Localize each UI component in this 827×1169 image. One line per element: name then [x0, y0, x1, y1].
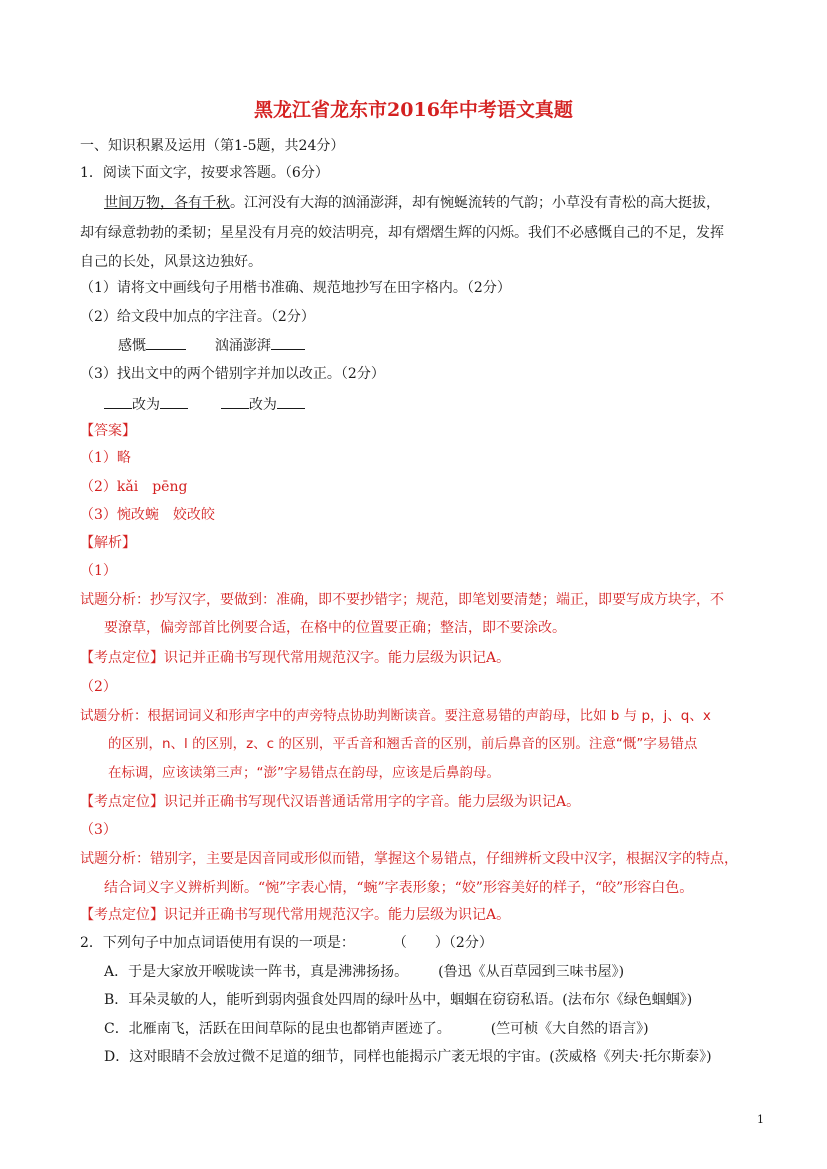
passage-line-2: 却有绿意勃勃的柔韧；星星没有月亮的姣洁明亮，却有熠熠生辉的闪烁。我们不必感慨自己的不足，发挥 [80, 225, 724, 241]
option-c [104, 1019, 649, 1039]
analysis-2-line-2: 的区别，n、l 的区别，z、c 的区别，平舌音和翘舌音的区别，前后鼻音的区别。注意“慨”字易错点 [108, 736, 698, 752]
right-char-blank-1[interactable] [160, 394, 188, 409]
word-xiongyong: 汹涌澎湃 [214, 338, 271, 354]
wrong-char-blank-1[interactable] [104, 394, 132, 409]
answer-header: 【答案】 [80, 423, 136, 439]
change-to-label-1: 改为 [132, 397, 160, 413]
pinyin-blanks [118, 335, 305, 356]
analysis-2-kaodian: 【考点定位】识记并正确书写现代汉语普通话常用字的字音。能力层级为识记A。 [80, 794, 581, 810]
passage-line-1-rest: 。江河没有大海的汹涌澎湃，却有惋蜒流转的气韵；小草没有青松的高大挺拔， [230, 195, 720, 211]
sub-question-3: （3）找出文中的两个错别字并加以改正。（2分） [80, 366, 385, 382]
option-a-text: A．于是大家放开喉咙读一阵书，真是沸沸扬扬。 [104, 964, 409, 980]
page-number: 1 [757, 1113, 764, 1126]
option-d: D．这对眼睛不会放过微不足道的细节，同样也能揭示广袤无垠的宇宙。(茨威格《列夫·托尔斯泰》) [104, 1049, 712, 1065]
sub-question-2: （2）给文段中加点的字注音。（2分） [80, 309, 315, 325]
page-title: 黑龙江省龙东市2016年中考语文真题 [254, 99, 573, 121]
analysis-header: 【解析】 [80, 535, 136, 551]
analysis-3-line-2: 结合词义字义辨析判断。“惋”字表心情，“蜿”字表形象；“姣”形容美好的样子，“皎”形容白色。 [104, 880, 694, 896]
analysis-3-num: （3） [80, 822, 117, 838]
underlined-sentence: 世间万物，各有千秋 [104, 195, 230, 211]
analysis-1-line-1: 试题分析：抄写汉字，要做到：准确，即不要抄错字；规范，即笔划要清楚；端正，即要写成方块字，不 [80, 592, 724, 608]
pinyin-blank-1[interactable] [146, 335, 186, 350]
analysis-3-line-1: 试题分析：错别字，主要是因音同或形似而错，掌握这个易错点，仔细辨析文段中汉字，根据汉字的特点， [80, 851, 738, 867]
option-b: B．耳朵灵敏的人，能听到弱肉强食处四周的绿叶丛中，蝈蝈在窃窃私语。(法布尔《绿色蝈蝈》) [104, 992, 693, 1008]
analysis-2-line-3: 在标调，应该读第三声；“澎”字易错点在韵母，应该是后鼻韵母。 [108, 765, 500, 781]
section-heading: 一、知识积累及运用（第1-5题，共24分） [80, 138, 345, 154]
question-2-text: 2．下列句子中加点词语使用有误的一项是： [80, 935, 355, 951]
word-ganka: 感慨 [118, 338, 146, 354]
pinyin-blank-2[interactable] [271, 335, 305, 350]
analysis-2-line-1: 试题分析：根据词词义和形声字中的声旁特点协助判断读音。要注意易错的声韵母，比如 b 与 p，j、q、x [80, 708, 711, 724]
option-a [104, 962, 624, 982]
sub-question-1: （1）请将文中画线句子用楷书准确、规范地抄写在田字格内。（2分） [80, 280, 511, 296]
question-2-stem [80, 933, 493, 953]
analysis-1-line-2: 要潦草，偏旁部首比例要合适，在格中的位置要正确；整洁，即不要涂改。 [104, 620, 566, 636]
wrong-char-blank-2[interactable] [221, 394, 249, 409]
passage-line-3: 自己的长处，风景这边独好。 [80, 254, 262, 270]
correction-blanks [104, 394, 305, 415]
analysis-2-num: （2） [80, 679, 117, 695]
right-char-blank-2[interactable] [277, 394, 305, 409]
analysis-1-kaodian: 【考点定位】识记并正确书写现代常用规范汉字。能力层级为识记A。 [80, 650, 511, 666]
option-c-text: C．北雁南飞，活跃在田间草际的昆虫也都销声匿迹了。 [104, 1021, 451, 1037]
analysis-1-num: （1） [80, 563, 117, 579]
answer-2: （2）kǎi pēng [80, 479, 188, 495]
analysis-3-kaodian: 【考点定位】识记并正确书写现代常用规范汉字。能力层级为识记A。 [80, 907, 511, 923]
change-to-label-2: 改为 [248, 397, 277, 413]
answer-paren[interactable]: （ ）（2分） [392, 935, 493, 951]
question-1-stem: 1．阅读下面文字，按要求答题。（6分） [80, 165, 329, 181]
option-c-source: (竺可桢《大自然的语言》) [490, 1021, 649, 1037]
answer-3: （3）惋改蜿 姣改皎 [80, 507, 215, 523]
passage-line-1 [104, 193, 720, 213]
option-a-source: (鲁迅《从百草园到三味书屋》) [438, 964, 625, 980]
answer-1: （1）略 [80, 450, 131, 466]
